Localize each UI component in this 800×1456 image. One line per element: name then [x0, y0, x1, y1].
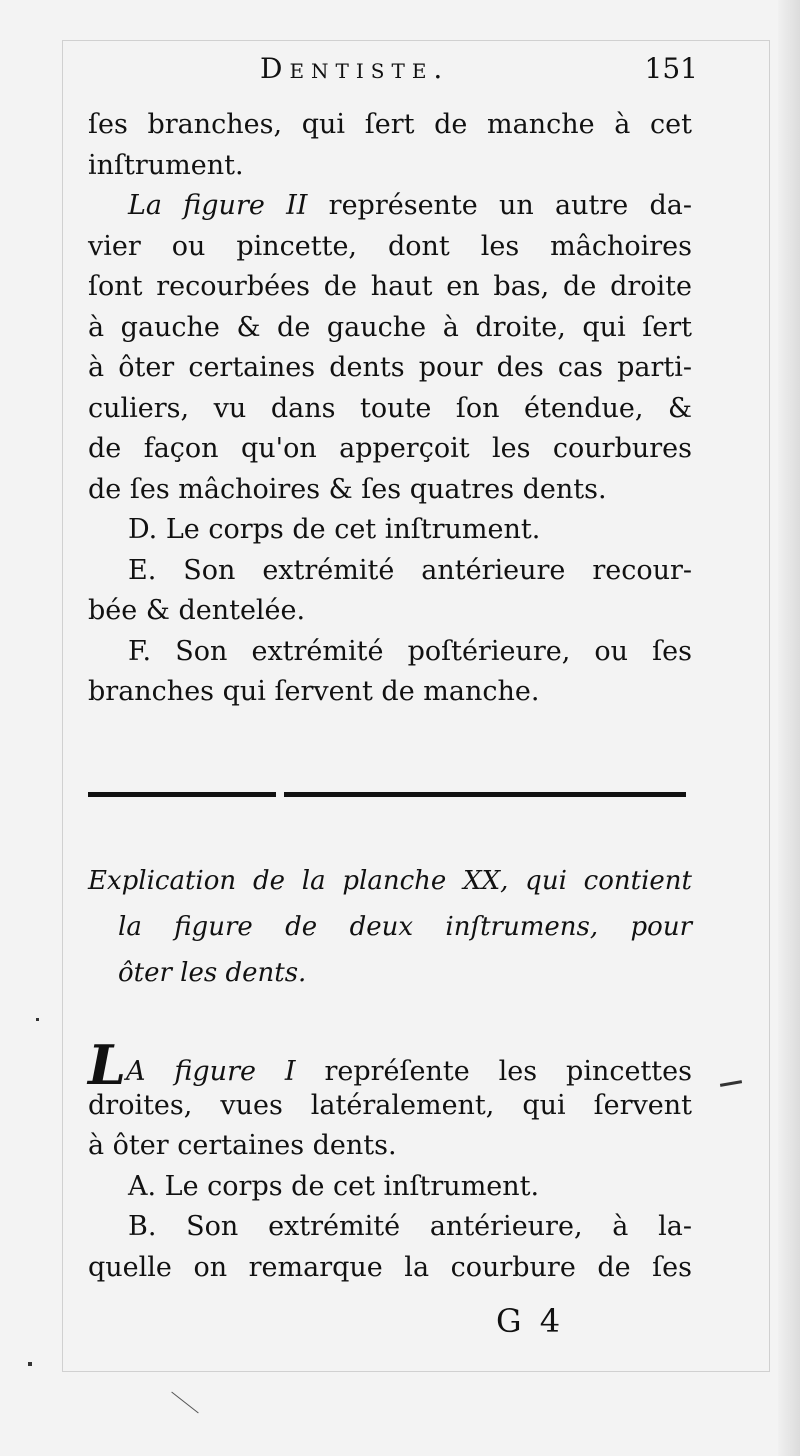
page-edge-shadow	[778, 0, 800, 1456]
running-head	[260, 52, 700, 102]
page-number: 151	[644, 52, 698, 85]
figure-reference: A figure I	[125, 1056, 296, 1087]
text-line: branches qui ſervent de manche.	[88, 676, 540, 707]
text-line: ſont recourbées de haut en bas, de droite	[88, 271, 692, 302]
legend-item-a: A. Le corps de cet inſtrument.	[128, 1170, 540, 1202]
drop-capital: L	[88, 1033, 126, 1097]
text-line: ſes branches, qui ſert de manche à cet	[88, 109, 692, 140]
text-line: vier ou pincette, dont les mâchoires	[88, 230, 692, 262]
legend-item-b: B. Son extrémité antérieure, à la-	[128, 1211, 692, 1242]
text-line	[88, 1033, 692, 1097]
text-line: quelle on remarque la courbure de ſes	[88, 1251, 692, 1283]
running-title: Dentiste.	[260, 52, 450, 85]
text-fragment: repréſente les pincettes	[324, 1056, 692, 1087]
section-rule-left	[88, 792, 276, 797]
text-line: à gauche & de gauche à droite, qui ſert	[88, 311, 692, 343]
ink-scratch	[171, 1392, 198, 1414]
text-line: droites, vues latéralement, qui ſervent	[88, 1089, 692, 1121]
ink-dot	[36, 1018, 39, 1021]
section-rule-right	[284, 792, 686, 797]
text-line: inſtrument.	[88, 149, 244, 181]
text-line: de ſes mâchoires & ſes quatres dents.	[88, 473, 607, 505]
figure-reference: La figure II	[128, 190, 308, 221]
caption-line: Explication de la planche XX, qui contient	[88, 866, 692, 896]
ink-dot	[28, 1362, 32, 1366]
caption-line: la figure de deux inſtrumens, pour	[118, 912, 692, 942]
text-line: culiers, vu dans toute ſon étendue, &	[88, 392, 692, 424]
plate-caption	[88, 858, 692, 996]
text-line: de façon qu'on apperçoit les courbures	[88, 433, 692, 464]
signature-mark: G 4	[496, 1302, 565, 1340]
text-block-lower	[88, 1033, 692, 1288]
text-fragment: représente un autre da-	[328, 190, 693, 221]
legend-item-e: E. Son extrémité antérieure recour-	[128, 554, 692, 586]
text-line: à ôter certaines dents pour des cas parti-	[88, 352, 692, 383]
text-line	[88, 186, 692, 227]
text-line: bée & dentelée.	[88, 595, 306, 626]
caption-line: ôter les dents.	[118, 958, 307, 988]
legend-item-f: F. Son extrémité poſtérieure, ou ſes	[128, 635, 692, 667]
text-line: à ôter certaines dents.	[88, 1130, 397, 1161]
text-block-upper	[88, 105, 692, 713]
legend-item-d: D. Le corps de cet inſtrument.	[128, 514, 541, 545]
